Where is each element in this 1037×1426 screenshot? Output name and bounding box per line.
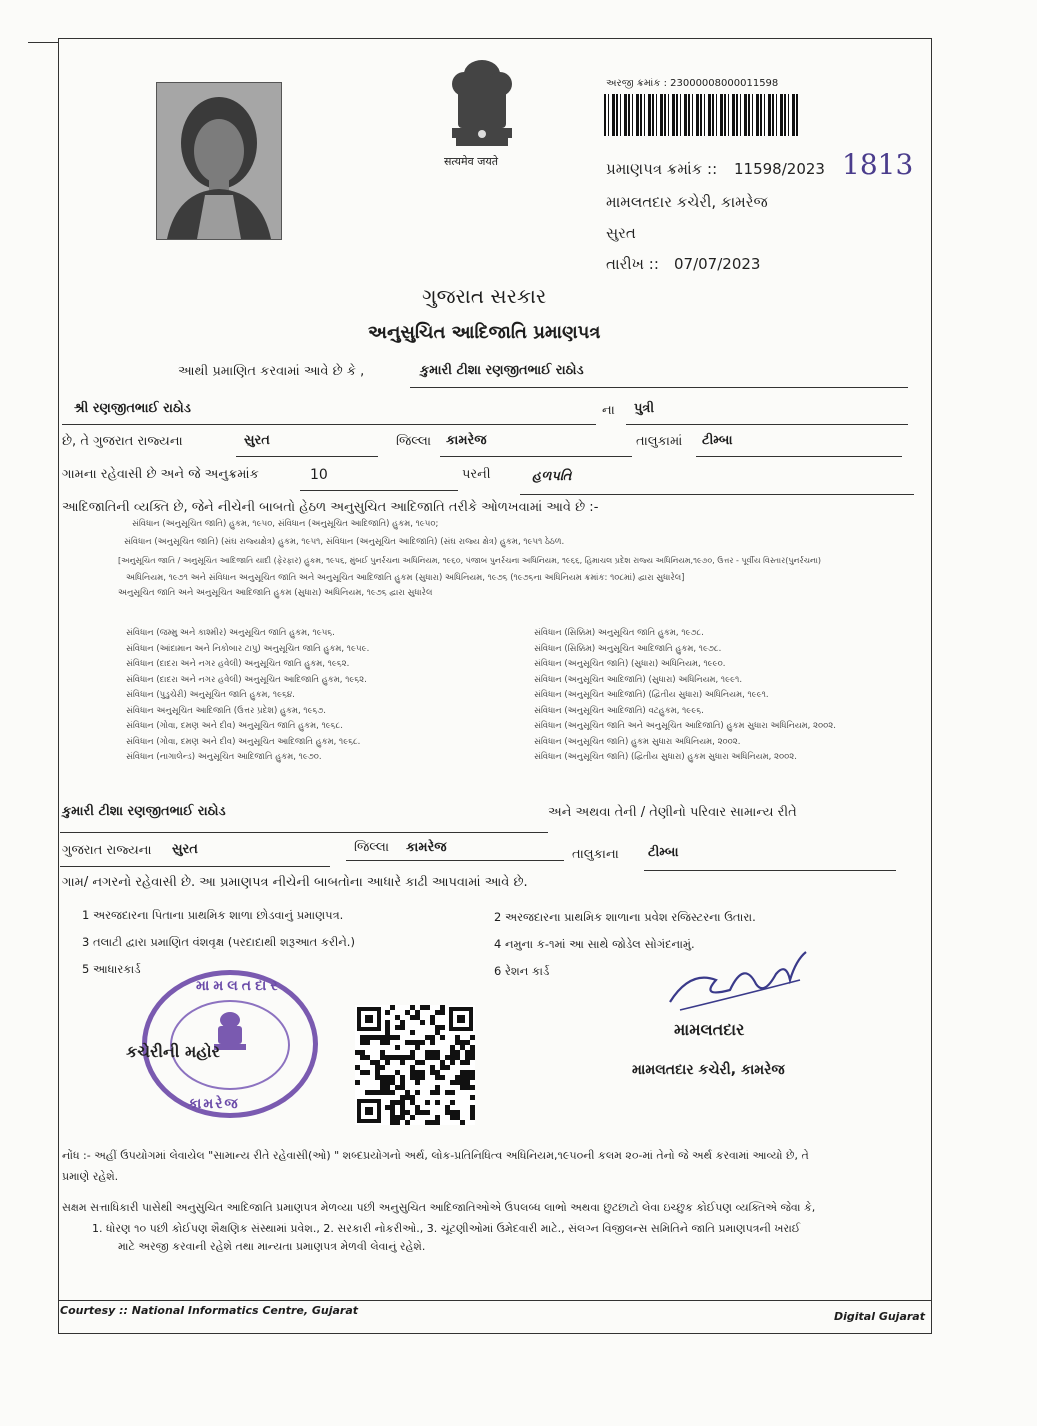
underline — [300, 490, 458, 491]
certificate-number: 11598/2023 — [734, 160, 825, 178]
certificate-title: અનુસુચિત આદિજાતિ પ્રમાણપત્ર — [368, 322, 601, 343]
date-label: તારીખ :: — [606, 255, 659, 273]
village-value-2: ટીમ્બા — [648, 845, 679, 860]
applicant-name: કુમારી ટીશા રણજીતભાઈ રાઠોડ — [420, 363, 584, 378]
note-line: 1. ધોરણ ૧૦ પછી કોઈપણ શૈક્ષણિક સંસ્થામાં પ્રવેશ., 2. સરકારી નોકરીઓ., 3. ચૂંટણીઓમાં ઉમેદવારી માટે., સંલગ્ન વિજીલન્સ સમિતિને જાતિ પ્રમાણપત્રની ખરાઈ — [92, 1222, 801, 1235]
underline — [696, 456, 902, 457]
order-line: સંવિધાન (અનુસૂચિત જાતિ) હુકમ, ૧૯૫૦, સંવિધાન (અનુસૂચિત આદિજાતિ) હુકમ, ૧૯૫૦; — [132, 519, 439, 529]
order-line: સંવિધાન (દાદરા અને નગર હવેલી) અનુસૂચિત જાતિ હુકમ, ૧૯૬૨. — [126, 659, 350, 669]
signatory-designation: મામલતદાર — [674, 1020, 745, 1039]
order-line: સંવિધાન (આંદામાન અને નિકોબાર ટાપુ) અનુસૂચિત જાતિ હુકમ, ૧૯૫૯. — [126, 643, 370, 654]
district-value-2: સુરત — [172, 842, 198, 857]
seal-ring-text: મામલતદાર — [196, 978, 282, 994]
issue-text: ગામ/ નગરનો રહેવાસી છે. આ પ્રમાણપત્ર નીચેની બાબતોના આધારે કાઢી આપવામાં આવે છે. — [62, 875, 528, 890]
underline — [60, 832, 548, 833]
order-line: સંવિધાન (અનુસૂચિત આદિજાતિ) (સુધારા) અધિનિયમ, ૧૯૯૧. — [534, 674, 743, 685]
signature-scribble — [660, 940, 820, 1020]
emblem-motto: सत्यमेव जयते — [444, 155, 499, 168]
village-value: ટીમ્બા — [702, 433, 733, 448]
note-line: નોંધ :- અહીં ઉપયોગમાં લેવાયેલ "સામાન્ય રીતે રહેવાસી(ઓ) " શબ્દપ્રયોગનો અર્થ, લોક-પ્રતિનિધિત્વ અધિનિયમ,૧૯૫૦ની કલમ ૨૦-માં તેનો જે અર્થ કરવામાં આવ્યો છે, તે — [62, 1149, 809, 1162]
digital-gujarat-brand: Digital Gujarat — [834, 1310, 925, 1323]
scan-mark — [28, 42, 58, 43]
order-line: અધિનિયમ, ૧૯૭૧ અને સંવિધાન અનુસૂચિત જાતિ અને અનુસૂચિત આદિજાતિ હુકમ (સુધારા) અધિનિયમ, ૧૯૭૬ (૧૯૭૬ના અધિનિયમ ક્રમાંક: ૧૦૮માં) દ્વારા સુધારેલ] — [126, 573, 685, 583]
taluka-value: કામરેજ — [446, 433, 487, 448]
barcode — [604, 94, 798, 136]
qr-code — [355, 1005, 475, 1125]
order-line: સંવિધાન (પુડુચેરી) અનુસૂચિત જાતિ હુકમ, ૧૯૬૪. — [126, 690, 295, 700]
underline — [626, 424, 908, 425]
document-item: 2 અરજદારના પ્રાથમિક શાળાના પ્રવેશ રજિસ્ટરના ઉતારા. — [494, 910, 756, 924]
order-line: સંવિધાન (જમ્મુ અને કાશ્મીર) અનુસૂચિત જાતિ હુકમ, ૧૯૫૬. — [126, 628, 335, 638]
father-name: શ્રી રણજીતભાઈ રાઠોડ — [74, 401, 191, 416]
order-line: સંવિધાન (દાદરા અને નગર હવેલી) અનુસૂચિત આદિજાતિ હુકમ, ૧૯૬૨. — [126, 674, 367, 685]
district-label: જિલ્લા — [396, 434, 432, 449]
on-label: પરની — [462, 467, 491, 482]
document-item: 6 રેશન કાર્ડ — [494, 964, 550, 978]
issue-date: 07/07/2023 — [674, 255, 761, 273]
order-line: સંવિધાન (અનુસૂચિત આદિજાતિ) વટહુકમ, ૧૯૯૬. — [534, 705, 704, 716]
taluka-value-2: કામરેજ — [406, 840, 447, 855]
order-line: સંવિધાન (અનુસૂચિત જાતિ અને અનુસૂચિત આદિજાતિ) હુકમ સુધારા અધિનિયમ, ૨૦૦૨. — [534, 721, 836, 731]
order-line: સંવિધાન (અનુસૂચિત જાતિ) (સંઘ રાજ્યક્ષેત્ર) હુકમ, ૧૯૫૧, સંવિધાન (અનુસૂચિત આદિજાતિ) (સંઘ રાજ્ય ક્ષેત્ર) હુકમ, ૧૯૫૧ ઠેઠળ. — [124, 537, 565, 547]
underline — [60, 866, 330, 867]
orders-left-column — [126, 628, 369, 768]
tribe-text: આદિજાતિની વ્યક્તિ છે, જેને નીચેની બાબતો હેઠળ અનુસુચિત આદિજાતિ તરીકે ઓળખવામાં આવે છે :- — [62, 500, 599, 515]
district-label-2: જિલ્લા — [354, 840, 390, 855]
underline — [520, 494, 914, 495]
taluka-label: તાલુકામાં — [636, 434, 683, 449]
note-line: સક્ષમ સત્તાધિકારી પાસેથી અનુસુચિત આદિજાતિ પ્રમાણપત્ર મેળવ્યા પછી અનુસુચિત આદિજાતિઓએ ઉપલબ્ધ લાભો અથવા છુટછાટો લેવા ઇચ્છુક કોઈપણ વ્યક્તિએ જેવા કે, — [62, 1201, 816, 1214]
order-line: [અનુસૂચિત જાતિ / અનુસૂચિત આદિજાતિ યાદી (ફેરફાર) હુકમ, ૧૯૫૬, મુંબઈ પુનર્રચના અધિનિયમ, ૧૯૬૦, પંજાબ પુનર્રચના અધિનિયમ, ૧૯૬૬, હિમાચલ પ્રદેશ રાજ્ય અધિનિયમ,૧૯૭૦, ઉત્તર - પૂર્વીય વિસ્તાર(પુનર્રચના) — [118, 556, 822, 565]
underline — [644, 870, 896, 871]
document-item: 3 તલાટી દ્વારા પ્રમાણિત વંશવૃક્ષ (પરદાદાથી શરૂઆત કરીને.) — [82, 935, 355, 949]
document-item: 4 નમુના ક-૧માં આ સાથે જોડેલ સોગંદનામું. — [494, 937, 695, 951]
document-item: 5 આધારકાર્ડ — [82, 962, 141, 976]
national-emblem-icon — [440, 56, 524, 168]
order-line: સંવિધાન (સિક્કિમ) અનુસૂચિત આદિજાતિ હુકમ, ૧૯૭૮. — [534, 643, 722, 654]
footer-divider — [58, 1300, 932, 1301]
state-label: છે, તે ગુજરાત રાજ્યના — [62, 434, 183, 449]
district-name: સુરત — [606, 224, 636, 242]
orders-right-column — [534, 628, 836, 768]
tribe-name: હળપતિ — [532, 469, 572, 484]
order-line: સંવિધાન (અનુસૂચિત આદિજાતિ) (દ્વિતીય સુધારા) અધિનિયમ, ૧૯૯૧. — [534, 690, 769, 700]
note-line: પ્રમાણે રહેશે. — [62, 1170, 119, 1183]
signatory-office: મામલતદાર કચેરી, કામરેજ — [632, 1062, 785, 1078]
resident-text: ગામના રહેવાસી છે અને જે અનુક્રમાંક — [62, 467, 259, 482]
order-line: સંવિધાન (અનુસૂચિત જાતિ) (સુધારા) અધિનિયમ, ૧૯૯૦. — [534, 659, 726, 669]
family-text: અને અથવા તેની / તેણીનો પરિવાર સામાન્ય રીતે — [548, 805, 797, 820]
district-value: સુરત — [244, 433, 270, 448]
order-line: સંવિધાન (અનુસૂચિત જાતિ) (દ્વિતીય સુધારા) હુકમ સુધારા અધિનિયમ, ૨૦૦૨. — [534, 752, 797, 762]
office-name: મામલતદાર કચેરી, કામરેજ — [606, 193, 768, 211]
order-line: સંવિધાન (સિક્કિમ) અનુસૂચિત જાતિ હુકમ, ૧૯૭૮. — [534, 628, 704, 638]
application-number: અરજી ક્રમાંક : 23000008000011598 — [606, 78, 779, 89]
seal-label: કચેરીની મહોર — [126, 1042, 220, 1061]
note-line: માટે અરજી કરવાની રહેશે તથા માન્યતા પ્રમાણપત્ર મેળવી લેવાનું રહેશે. — [118, 1240, 426, 1253]
applicant-name-repeat: કુમારી ટીશા રણજીતભાઈ રાઠોડ — [62, 804, 226, 819]
underline — [440, 456, 632, 457]
order-line: સંવિધાન (નાગાલેન્ડ) અનુસૂચિત આદિજાતિ હુકમ, ૧૯૭૦. — [126, 752, 322, 762]
courtesy-text: Courtesy :: National Informatics Centre, Gujarat — [60, 1304, 359, 1317]
certificate-number-label: પ્રમાણપત્ર ક્રમાંક :: — [606, 160, 718, 178]
order-line: સંવિધાન (ગોવા, દમણ અને દીવ) અનુસૂચિત જાતિ હુકમ, ૧૯૬૮. — [126, 721, 343, 731]
order-line: સંવિધાન (અનુસૂચિત જાતિ) હુકમ સુધારા અધિનિયમ, ૨૦૦૨. — [534, 736, 741, 747]
taluka-label-2: તાલુકાના — [572, 847, 619, 862]
order-line: સંવિધાન (ગોવા, દમણ અને દીવ) અનુસૂચિત આદિજાતિ હુકમ, ૧૯૬૮. — [126, 736, 361, 747]
of-label: ના — [602, 403, 615, 418]
underline — [346, 860, 564, 861]
relation: પુત્રી — [634, 401, 655, 416]
underline — [410, 387, 908, 388]
underline — [62, 424, 596, 425]
handwritten-number: 1813 — [842, 148, 914, 181]
underline — [236, 456, 378, 457]
certify-text: આથી પ્રમાણિત કરવામાં આવે છે કે , — [178, 364, 365, 379]
document-item: 1 અરજદારના પિતાના પ્રાથમિક શાળા છોડવાનું પ્રમાણપત્ર. — [82, 908, 344, 922]
seal-bottom-text: કામરેજ — [188, 1096, 240, 1112]
state-label-2: ગુજરાત રાજ્યના — [62, 843, 152, 858]
serial-number: 10 — [310, 467, 328, 483]
government-title: ગુજરાત સરકાર — [422, 284, 547, 308]
order-line: અનુસૂચિત જાતિ અને અનુસૂચિત આદિજાતિ હુકમ (સુધારા) અધિનિયમ, ૧૯૭૬ દ્વારા સુધારેલ — [118, 588, 433, 598]
applicant-photo — [156, 82, 282, 240]
order-line: સંવિધાન અનુસૂચિત આદિજાતિ (ઉત્તર પ્રદેશ) હુકમ, ૧૯૬૭. — [126, 705, 327, 716]
